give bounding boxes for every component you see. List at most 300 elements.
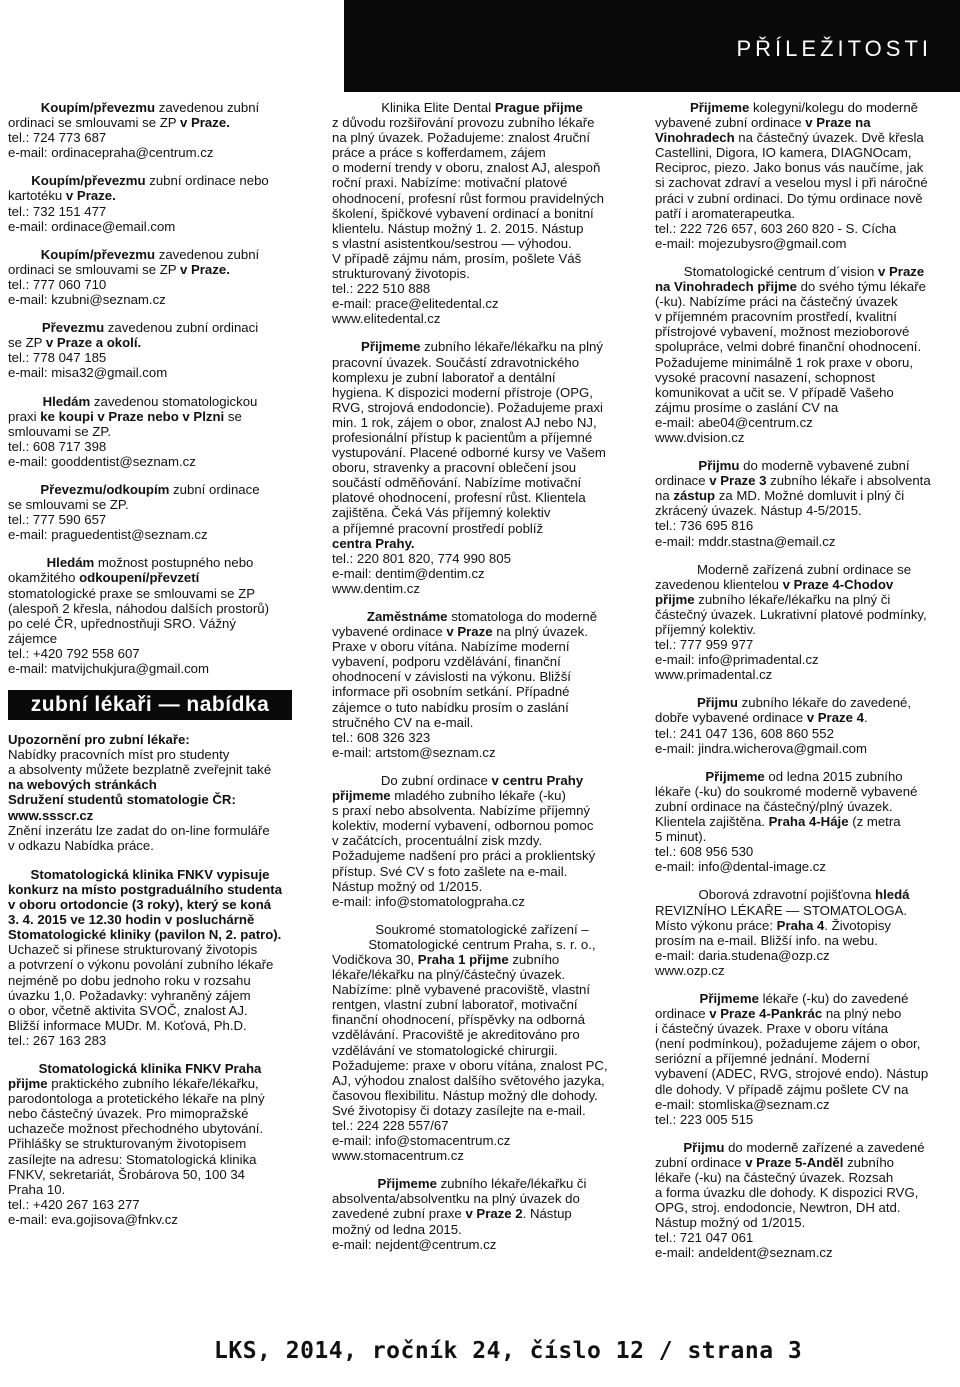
ad-line <box>655 534 953 549</box>
ad-text: tel.: 267 163 283 <box>8 1032 107 1048</box>
ad-text: kolektiv, moderní vybavení, odbornou pomoc <box>332 818 594 834</box>
ad-line <box>332 864 632 879</box>
ad-line <box>332 1176 632 1191</box>
ad-text: pracovní úvazek. Součástí zdravotnického <box>332 354 580 370</box>
ad-line <box>332 1237 632 1252</box>
ad-line <box>332 609 632 624</box>
ad-line <box>8 838 292 853</box>
ad-text: lékaře/lékařku na plný/částečný úvazek. <box>332 967 566 983</box>
ad-text: centra Prahy. <box>332 535 415 551</box>
ad-line <box>332 818 632 833</box>
ad-text: e-mail: praguedentist@seznam.cz <box>8 527 208 543</box>
ad-text: si zachovat zdraví a veselou mysl i při náročné <box>655 175 928 191</box>
ad-line <box>332 879 632 894</box>
ad-text: zubní ordinace <box>169 481 260 497</box>
ad-line <box>8 497 292 512</box>
ad-text: v Praze. <box>180 115 230 131</box>
ad-text: Oborová zdravotní pojišťovna <box>698 887 876 903</box>
ad-text: e-mail: info@stomacentrum.cz <box>332 1133 511 1149</box>
ad-line <box>332 669 632 684</box>
ad-text: tel.: 608 956 530 <box>655 844 754 860</box>
ad-text: V případě zájmu nám, prosím, pošlete Váš <box>332 250 582 266</box>
ad-text: příjemný kolektiv. <box>655 622 756 637</box>
ad-text: ohodnocení v závislosti na výkonu. Bližší <box>332 669 571 685</box>
ad-line <box>8 277 292 292</box>
ad-line <box>655 622 953 637</box>
ad-line <box>8 762 292 777</box>
ad-line <box>655 726 953 741</box>
ad-text: zubní ordinace na částečný/plný úvazek. <box>655 798 893 814</box>
ad-line <box>655 430 953 445</box>
ad-line <box>332 175 632 190</box>
ad-text: e-mail: gooddentist@seznam.cz <box>8 453 196 469</box>
ad-line <box>8 409 292 424</box>
ad-text: Převezmu <box>41 320 105 336</box>
ad-text: hledá <box>875 887 910 903</box>
ad-text: . Nástup <box>522 1206 572 1222</box>
ad-line <box>332 191 632 206</box>
ad-text: z důvodu rozšiřování provozu zubního lékaře <box>332 115 595 131</box>
ad-text: Koupím/převezmu <box>40 100 156 115</box>
ad-text: zubního lékaře/lékařku na plný <box>420 339 603 355</box>
ad-line <box>8 942 292 957</box>
ad-text: i částečný úvazek. Praxe v oboru vítána <box>655 1021 889 1037</box>
ad-line <box>332 788 632 803</box>
ad-text: mladého zubního lékaře (-ku) <box>390 788 566 804</box>
ad-line <box>655 562 953 577</box>
ad-line <box>332 730 632 745</box>
ad-text: Nabízíme: plně vybavené pracoviště, vlastní <box>332 982 591 998</box>
ad-line <box>8 512 292 527</box>
section-banner <box>344 0 960 92</box>
ad-line <box>655 100 953 115</box>
ad-text: do moderně zařízené a zavedené <box>724 1139 925 1155</box>
ad-text: ordinace <box>655 1006 710 1022</box>
ad-text: e-mail: andeldent@seznam.cz <box>655 1245 833 1261</box>
ad-text: přijmeme <box>332 788 391 804</box>
ad-text: na plný úvazek. Požadujeme: znalost 4ruční <box>332 130 591 146</box>
ad-line <box>332 715 632 730</box>
classified-ad <box>8 555 292 676</box>
ad-line <box>8 601 292 616</box>
ad-text: Do zubní ordinace <box>380 772 492 788</box>
ad-line <box>332 937 632 952</box>
ad-text: kartotéku <box>8 188 66 204</box>
ad-line <box>8 394 292 409</box>
ad-line <box>655 741 953 756</box>
ad-text: vybavení (ADEC, RVG, strojové endo). Nástup <box>655 1066 929 1082</box>
ad-text: v Praze na <box>805 115 871 131</box>
ad-line <box>8 1061 292 1076</box>
ad-line <box>655 370 953 385</box>
ad-line <box>332 684 632 699</box>
ad-text: zajištěna. Čeká Vás příjemný kolektiv <box>332 505 551 521</box>
ad-text: e-mail: daria.studena@ozp.cz <box>655 947 830 963</box>
ad-line <box>655 695 953 710</box>
ad-line <box>8 1197 292 1212</box>
ad-line <box>332 1133 632 1148</box>
ad-line <box>8 115 292 130</box>
ad-text: www.primadental.cz <box>655 667 773 683</box>
ad-text: prosím na e-mail. Bližší info. na webu. <box>655 932 878 948</box>
ad-text: smlouvami se ZP. <box>8 423 112 439</box>
classified-ad <box>8 482 292 542</box>
ad-text: tel.: 224 228 557/67 <box>332 1118 449 1133</box>
ad-line <box>332 833 632 848</box>
classified-ad <box>332 1176 632 1251</box>
ad-line <box>332 311 632 326</box>
ad-text: FNKV, sekretariát, Šrobárova 50, 100 34 <box>8 1166 246 1182</box>
ad-line <box>655 903 953 918</box>
ad-line <box>655 844 953 859</box>
ad-line <box>655 415 953 430</box>
ad-text: Reciproc, piezo. Jako bonus vás naučíme, jak <box>655 160 924 176</box>
ad-line <box>332 1148 632 1163</box>
ad-text: seriózní a příjemné jednání. Moderní <box>655 1051 870 1067</box>
ad-line <box>655 948 953 963</box>
ad-text: zubního <box>843 1154 894 1170</box>
ad-text: e-mail: mojezubysro@gmail.com <box>655 235 847 251</box>
ad-text: patří i aromaterapeutka. <box>655 205 796 221</box>
ad-text: se ZP <box>8 335 46 351</box>
ad-line <box>8 335 292 350</box>
ad-text: Přihlášky se strukturovaným životopisem <box>8 1136 247 1152</box>
ad-text: odkoupení/převzetí <box>79 570 200 586</box>
ad-line <box>655 1006 953 1021</box>
ad-text: e-mail: misa32@gmail.com <box>8 365 168 381</box>
ad-line <box>332 505 632 520</box>
ad-text: tel.: 223 005 515 <box>655 1111 754 1127</box>
ad-text: na plný úvazek. <box>492 624 588 640</box>
classified-ad <box>655 562 953 683</box>
ad-text: vybavené ordinace <box>332 624 447 640</box>
classified-ad <box>332 922 632 1164</box>
ad-text: stomatologa do moderně <box>447 609 598 624</box>
ad-text: e-mail: eva.gojisova@fnkv.cz <box>8 1211 178 1227</box>
ad-line <box>332 385 632 400</box>
ad-line <box>655 799 953 814</box>
classified-ad <box>655 769 953 875</box>
ad-text: zástup <box>673 488 716 504</box>
classified-ad <box>8 100 292 160</box>
ad-line <box>8 1167 292 1182</box>
ad-text: Stomatologické centrum d´vision <box>683 263 879 279</box>
ad-text: tel.: 222 510 888 <box>332 281 431 297</box>
ad-line <box>655 1051 953 1066</box>
ad-text: a příjemné pracovní prostředí poblíž <box>332 520 544 536</box>
ad-text: přijme <box>655 591 695 607</box>
ad-line <box>332 581 632 596</box>
ad-text: informace při osobním setkání. Případné <box>332 684 570 700</box>
ad-line <box>8 247 292 262</box>
students-notice <box>8 732 292 853</box>
ad-line <box>332 1222 632 1237</box>
ad-line <box>8 1018 292 1033</box>
classified-ad <box>332 773 632 909</box>
ad-line <box>655 1245 953 1260</box>
ad-text: zavedenou zubní <box>155 100 260 115</box>
ad-line <box>655 1082 953 1097</box>
ad-text: Koupím/převezmu <box>40 246 156 262</box>
ad-line <box>332 296 632 311</box>
ad-text: tel.: 721 047 061 <box>655 1230 754 1246</box>
ad-line <box>332 894 632 909</box>
ad-line <box>655 1036 953 1051</box>
ad-line <box>8 262 292 277</box>
classified-ad <box>655 695 953 755</box>
ad-text: praktického zubního lékaře/lékařku, <box>47 1076 259 1092</box>
ad-text: e-mail: kzubni@seznam.cz <box>8 292 166 308</box>
ad-line <box>332 1206 632 1221</box>
ad-text: e-mail: artstom@seznam.cz <box>332 744 496 760</box>
ad-line <box>8 882 292 897</box>
ad-line <box>655 1155 953 1170</box>
column-2 <box>332 100 632 1265</box>
ad-text: . <box>863 710 868 726</box>
ad-text: Stomatologické centrum Praha, s. r. o., <box>368 936 596 952</box>
ad-text: na plný nebo <box>822 1006 902 1022</box>
ad-text: Zaměstnáme <box>366 609 448 624</box>
ad-text: kolegyni/kolegu do moderně <box>749 100 918 115</box>
ad-text: www.ssscr.cz <box>8 807 94 823</box>
ad-text: konkurz na místo postgraduálního studenta <box>8 881 283 897</box>
ad-line <box>8 616 292 631</box>
ad-line <box>8 439 292 454</box>
ad-text: v centru Prahy <box>491 772 584 788</box>
ad-line <box>332 773 632 788</box>
ad-line <box>332 115 632 130</box>
classified-ad <box>332 339 632 596</box>
ad-line <box>655 1097 953 1112</box>
ad-text: ordinace <box>655 473 710 489</box>
ad-text: e-mail: ordinace@email.com <box>8 218 176 234</box>
ad-line <box>655 1185 953 1200</box>
ad-text: vzdělávání. Pracoviště je akreditováno pro <box>332 1027 580 1043</box>
ad-line <box>332 130 632 145</box>
ad-text: s praxí nebo absolventa. Nabízíme příjemný <box>332 803 591 819</box>
ad-text: Stomatologická klinika FNKV Praha <box>38 1060 262 1076</box>
ad-text: tel.: 777 590 657 <box>8 512 107 528</box>
ad-text: nejméně po dobu jednoho roku v rozsahu <box>8 972 251 988</box>
ad-text: tel.: +420 792 558 607 <box>8 645 140 661</box>
ad-line <box>332 370 632 385</box>
ad-line <box>332 1073 632 1088</box>
ad-line <box>655 652 953 667</box>
ad-line <box>8 808 292 823</box>
ad-text: e-mail: abe04@centrum.cz <box>655 414 813 430</box>
ad-text: v Praze <box>878 263 925 279</box>
ad-text: zubního lékaře/lékařku na plný či <box>694 591 891 607</box>
ad-line <box>332 700 632 715</box>
ad-text: zavedenou klientelou <box>655 576 783 592</box>
ad-text: e-mail: ordinacepraha@centrum.cz <box>8 145 214 161</box>
ad-text: min. 1 rok, zájem o obor, znalost AJ nebo NJ, <box>332 414 597 430</box>
ad-line <box>8 973 292 988</box>
ad-text: a absolventy můžete bezplatně zveřejnit také <box>8 762 272 778</box>
ad-text: okamžitého <box>8 570 80 586</box>
ad-line <box>8 747 292 762</box>
ad-line <box>655 918 953 933</box>
ad-line <box>655 607 953 622</box>
ad-line <box>8 292 292 307</box>
ad-text: časovou flexibilitu. Nástup možný dle dohody. <box>332 1087 598 1103</box>
ad-text: Přijmeme <box>361 339 421 355</box>
ad-line <box>332 339 632 354</box>
ad-line <box>8 927 292 942</box>
column-1 <box>8 100 292 1240</box>
classified-ad <box>332 100 632 326</box>
ad-line <box>332 236 632 251</box>
ad-text: ordinaci se smlouvami se ZP <box>8 261 180 277</box>
ad-line <box>332 1103 632 1118</box>
ad-text: v Praze 2 <box>465 1206 523 1222</box>
ad-text: a forma úvazku dle dohody. K dispozici RVG, <box>655 1185 919 1201</box>
ad-text: www.dentim.cz <box>332 580 420 596</box>
ad-text: Přijmeme <box>699 990 759 1006</box>
ad-line <box>332 639 632 654</box>
classified-ad <box>655 887 953 978</box>
ad-text: úvazku 1,0. Požadavky: vyhraněný zájem <box>8 987 251 1003</box>
ad-line <box>332 100 632 115</box>
ad-text: přístrojové vybavení, možnost mezioborové <box>655 324 910 340</box>
ad-text: tel.: +420 267 163 277 <box>8 1196 140 1212</box>
ad-text: Moderně zařízená zubní ordinace se <box>696 561 912 577</box>
ad-text: v Praze <box>446 624 493 640</box>
ad-line <box>8 1003 292 1018</box>
ad-line <box>655 963 953 978</box>
ad-text: stručného CV na e-mail. <box>332 714 474 730</box>
ad-text: RVG, strojová endodoncie). Požadujeme praxi <box>332 399 603 415</box>
ad-line <box>655 236 953 251</box>
ad-text: od ledna 2015 zubního <box>764 768 903 784</box>
ad-text: OPG, stroj. endodoncie, Newtron, DH atd. <box>655 1200 901 1216</box>
ad-text: tel.: 736 695 816 <box>655 518 754 534</box>
ad-line <box>655 577 953 592</box>
ad-text: do moderně vybavené zubní <box>739 458 910 474</box>
ad-line <box>655 175 953 190</box>
classified-ad <box>655 991 953 1127</box>
ad-text: dobře vybavené ordinace <box>655 710 807 726</box>
classified-ad <box>655 264 953 445</box>
ad-text: Nástup možný od 1/2015. <box>655 1215 806 1231</box>
ad-text: zavedenou zubní ordinaci <box>104 320 259 336</box>
ad-text: dle dohody. V případě zájmu pošlete CV na <box>655 1081 909 1097</box>
ad-line <box>8 365 292 380</box>
ad-text: v Praze 5-Anděl <box>745 1154 844 1170</box>
ad-text: možný od ledna 2015. <box>332 1221 462 1237</box>
ad-line <box>655 637 953 652</box>
ad-line <box>332 1088 632 1103</box>
ad-text: tel.: 608 326 323 <box>332 729 431 745</box>
ad-text: ke koupi v Praze nebo v Plzni <box>40 408 225 424</box>
ad-text: o moderní trendy v oboru, znalost AJ, alespoň <box>332 160 601 176</box>
ad-text: tel.: 732 151 477 <box>8 203 107 219</box>
ad-text: Hledám <box>46 555 95 571</box>
ad-text: klientelu. Nástup možný 1. 2. 2015. Nástup <box>332 220 584 236</box>
ad-text: nebo částečný úvazek. Pro mimopražské <box>8 1106 249 1122</box>
ad-line <box>8 1033 292 1048</box>
ad-line <box>8 646 292 661</box>
ad-text: Nástup možný od 1/2015. <box>332 878 483 894</box>
ad-text: zubního lékaře do zavedené, <box>738 695 912 711</box>
ad-text: Vinohradech <box>655 130 735 146</box>
ad-text: e-mail: info@primadental.cz <box>655 652 819 668</box>
ad-text: tel.: 777 959 977 <box>655 637 754 653</box>
ad-text: zavedené zubní praxe <box>332 1206 466 1222</box>
ad-text: e-mail: jindra.wicherova@gmail.com <box>655 740 867 756</box>
ad-line <box>332 566 632 581</box>
ad-text: Přijmu <box>696 695 738 711</box>
ad-line <box>332 521 632 536</box>
ad-line <box>8 188 292 203</box>
ad-line <box>332 922 632 937</box>
ad-line <box>332 1058 632 1073</box>
ad-line <box>655 1140 953 1155</box>
ad-line <box>8 912 292 927</box>
ad-line <box>332 654 632 669</box>
ad-line <box>8 555 292 570</box>
ad-text: Přijmu <box>698 458 740 474</box>
ad-line <box>8 1076 292 1091</box>
ad-line <box>655 933 953 948</box>
ad-line <box>332 206 632 221</box>
ad-text: zubního lékaře/lékařku či <box>436 1176 587 1192</box>
ad-text: Přijmu <box>683 1139 725 1155</box>
ad-text: v Praze 4-Pankrác <box>709 1006 823 1022</box>
ad-text: Přijmeme <box>705 768 765 784</box>
ad-text: o obor, včetně aktivita SVOČ, znalost AJ. <box>8 1002 248 1018</box>
ad-text: v Praze a okolí. <box>45 335 142 351</box>
classified-ad <box>8 320 292 380</box>
ad-line <box>655 473 953 488</box>
ad-line <box>655 829 953 844</box>
ad-text: tel.: 241 047 136, 608 860 552 <box>655 725 834 741</box>
ad-line <box>655 355 953 370</box>
ad-line <box>655 1112 953 1127</box>
ad-text: možnost postupného nebo <box>94 555 254 571</box>
classified-ad <box>8 247 292 307</box>
ad-text: přijme <box>8 1076 48 1092</box>
ad-text: hygiena. K dispozici moderní přístroje (OPG, <box>332 384 593 400</box>
ad-line <box>655 160 953 175</box>
ad-text: zubního lékaře i absolventa <box>766 473 931 489</box>
ad-text: zasílejte na adresu: Stomatologická klinika <box>8 1151 257 1167</box>
ad-line <box>332 952 632 967</box>
ad-line <box>332 624 632 639</box>
ad-text: v Praze 3 <box>709 473 767 489</box>
ad-text: www.ozp.cz <box>655 962 725 978</box>
ad-text: Praha 1 přijme <box>417 951 509 967</box>
ad-text: Znění inzerátu lze zadat do on-line formuláře <box>8 822 270 838</box>
ad-line <box>8 100 292 115</box>
ad-text: zavedenou zubní <box>155 246 260 262</box>
ad-line <box>332 430 632 445</box>
ad-text: 3. 4. 2015 ve 12.30 hodin v posluchárně <box>8 912 255 928</box>
ad-text: zavedenou stomatologickou <box>90 393 258 409</box>
ad-text: finanční ohodnocení, příspěvky na odborná <box>332 1012 585 1028</box>
ad-text: Stomatologické kliniky (pavilon N, 2. patro). <box>8 927 282 943</box>
ad-text: Praha 4-Háje <box>768 814 849 830</box>
ad-line <box>655 1200 953 1215</box>
ad-text: zájemce o tuto nabídku prosím o zaslání <box>332 699 569 715</box>
ad-text: Klinika Elite Dental <box>381 100 495 115</box>
ad-line <box>655 1230 953 1245</box>
ad-line <box>332 266 632 281</box>
ad-text: Požadujeme nadšení pro práci a proklientský <box>332 848 596 864</box>
ad-text: Praxe v oboru vítána. Nabízíme moderní <box>332 639 570 655</box>
ad-text: zubní ordinace <box>655 1154 746 1170</box>
ad-text: Přijmeme <box>377 1176 437 1192</box>
